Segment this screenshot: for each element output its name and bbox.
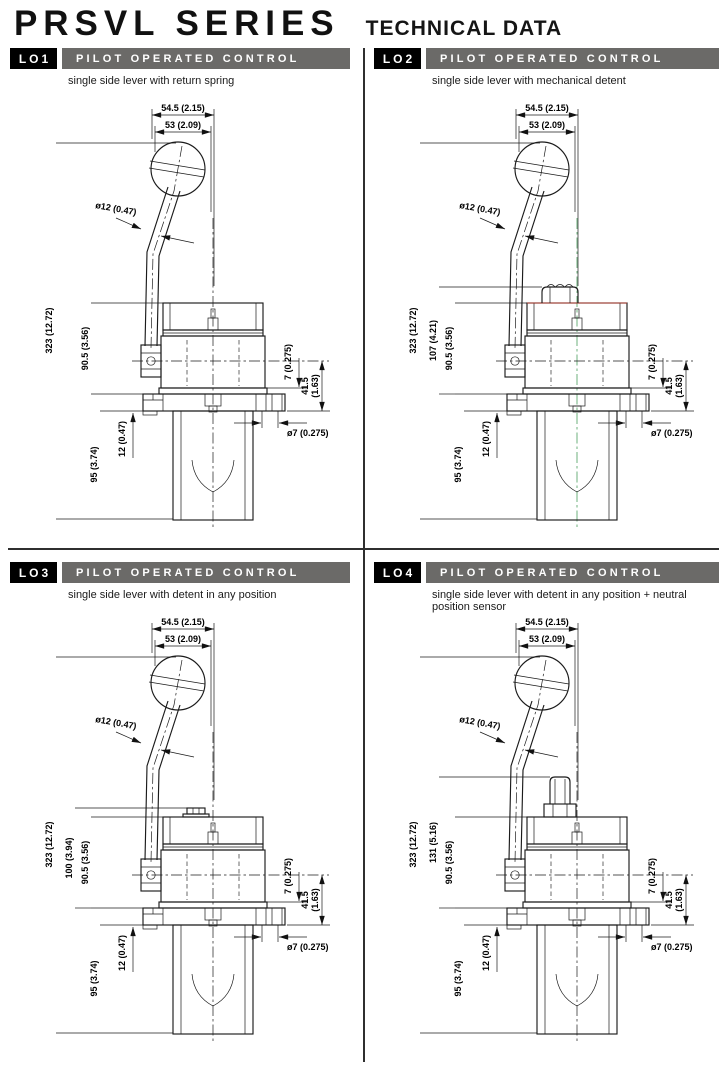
dim-lever-top-width: 54.5 (2.15) [161, 103, 205, 113]
mounting-hole-hatch [272, 908, 282, 925]
dim-flange-thickness: 12 (0.47) [481, 420, 491, 458]
dim-lever-diameter: ø12 (0.47) [458, 200, 502, 218]
dim-body-to-flange: 7 (0.275) [283, 857, 293, 895]
dim-axis-to-flange-inch: (1.63) [674, 888, 684, 912]
dim-body-to-flange: 7 (0.275) [647, 343, 657, 381]
dim-overall-height: 323 (12.72) [44, 821, 54, 868]
technical-drawing-lo3 [0, 604, 363, 1069]
dim-body-height: 90.5 (3.56) [444, 326, 454, 371]
dim-lever-diameter: ø12 (0.47) [458, 714, 502, 732]
section-title-bar-lo4: PILOT OPERATED CONTROL [426, 562, 719, 583]
page-subtitle-label: TECHNICAL DATA [365, 17, 563, 40]
mounting-hole-hatch [620, 908, 630, 925]
lever-axis-centerline [515, 146, 546, 348]
section-description-lo1: single side lever with return spring [68, 75, 235, 87]
detent-adjuster-nut [183, 808, 209, 817]
dim-below-flange-depth: 95 (3.74) [89, 960, 99, 997]
section-header-lo1 [10, 48, 350, 87]
section-code-badge-lo3: LO3 [10, 562, 57, 583]
dim-mounting-hole-diameter: ø7 (0.275) [651, 428, 693, 438]
dim-below-flange-depth: 95 (3.74) [453, 446, 463, 483]
page-title [14, 4, 562, 44]
dim-flange-thickness: 12 (0.47) [117, 934, 127, 972]
section-description-lo2: single side lever with mechanical detent [432, 75, 626, 87]
lever-knob [149, 656, 205, 710]
dim-attachment-height: 107 (4.21) [428, 319, 438, 362]
section-code-badge-lo4: LO4 [374, 562, 421, 583]
dim-knob-width: 53 (2.09) [164, 120, 202, 130]
dim-lever-top-width: 54.5 (2.15) [525, 103, 569, 113]
dim-flange-thickness: 12 (0.47) [481, 934, 491, 972]
dim-body-height: 90.5 (3.56) [80, 840, 90, 885]
dim-body-height: 90.5 (3.56) [444, 840, 454, 885]
mounting-hole-hatch [636, 908, 646, 925]
mounting-hole-hatch [620, 394, 630, 411]
dim-body-to-flange: 7 (0.275) [283, 343, 293, 381]
dim-axis-to-flange: 41.5 [300, 377, 310, 395]
mounting-hole-hatch [272, 394, 282, 411]
mounting-hole-hatch [256, 908, 266, 925]
dim-lever-diameter: ø12 (0.47) [94, 714, 138, 732]
section-code-badge-lo2: LO2 [374, 48, 421, 69]
dim-knob-width: 53 (2.09) [528, 634, 566, 644]
mounting-hole-hatch [256, 394, 266, 411]
dim-overall-height: 323 (12.72) [408, 821, 418, 868]
lever-axis-centerline [151, 660, 182, 862]
lever-knob [513, 656, 569, 710]
section-title-bar-lo1: PILOT OPERATED CONTROL [62, 48, 350, 69]
dim-overall-height: 323 (12.72) [408, 307, 418, 354]
technical-drawing-lo4 [364, 604, 727, 1069]
dim-attachment-height: 131 (5.16) [428, 821, 438, 864]
section-description-lo3: single side lever with detent in any position [68, 589, 277, 601]
dim-lever-top-width: 54.5 (2.15) [161, 617, 205, 627]
dim-below-flange-depth: 95 (3.74) [89, 446, 99, 483]
dim-attachment-height: 100 (3.94) [64, 837, 74, 879]
dim-body-height: 90.5 (3.56) [80, 326, 90, 371]
dim-lever-top-width: 54.5 (2.15) [525, 617, 569, 627]
neutral-position-sensor [544, 777, 576, 817]
dim-axis-to-flange-inch: (1.63) [674, 374, 684, 398]
dim-lever-diameter: ø12 (0.47) [94, 200, 138, 218]
dim-axis-to-flange: 41.5 [664, 377, 674, 395]
section-header-lo2 [374, 48, 719, 87]
dim-axis-to-flange-inch: (1.63) [310, 374, 320, 398]
dim-axis-to-flange: 41.5 [300, 891, 310, 909]
dim-knob-width: 53 (2.09) [528, 120, 566, 130]
mechanical-detent-cap [542, 285, 578, 304]
dim-body-to-flange: 7 (0.275) [647, 857, 657, 895]
dim-axis-to-flange-inch: (1.63) [310, 888, 320, 912]
dim-knob-width: 53 (2.09) [164, 634, 202, 644]
dim-overall-height: 323 (12.72) [44, 307, 54, 354]
lever-knob [513, 142, 569, 196]
section-code-badge-lo1: LO1 [10, 48, 57, 69]
dim-flange-thickness: 12 (0.47) [117, 420, 127, 458]
section-header-lo3 [10, 562, 350, 601]
dim-mounting-hole-diameter: ø7 (0.275) [287, 428, 329, 438]
section-description-lo4: single side lever with detent in any position + neutral position sensor [432, 589, 687, 613]
lever-knob [149, 142, 205, 196]
dim-mounting-hole-diameter: ø7 (0.275) [651, 942, 693, 952]
mounting-hole-hatch [636, 394, 646, 411]
dim-mounting-hole-diameter: ø7 (0.275) [287, 942, 329, 952]
lever-axis-centerline [151, 146, 182, 348]
dim-axis-to-flange: 41.5 [664, 891, 674, 909]
section-title-bar-lo3: PILOT OPERATED CONTROL [62, 562, 350, 583]
lever-axis-centerline [515, 660, 546, 862]
dim-below-flange-depth: 95 (3.74) [453, 960, 463, 997]
technical-drawing-lo1 [0, 90, 363, 555]
series-title: PRSVL SERIES [14, 4, 340, 43]
technical-drawing-lo2 [364, 90, 727, 555]
section-title-bar-lo2: PILOT OPERATED CONTROL [426, 48, 719, 69]
